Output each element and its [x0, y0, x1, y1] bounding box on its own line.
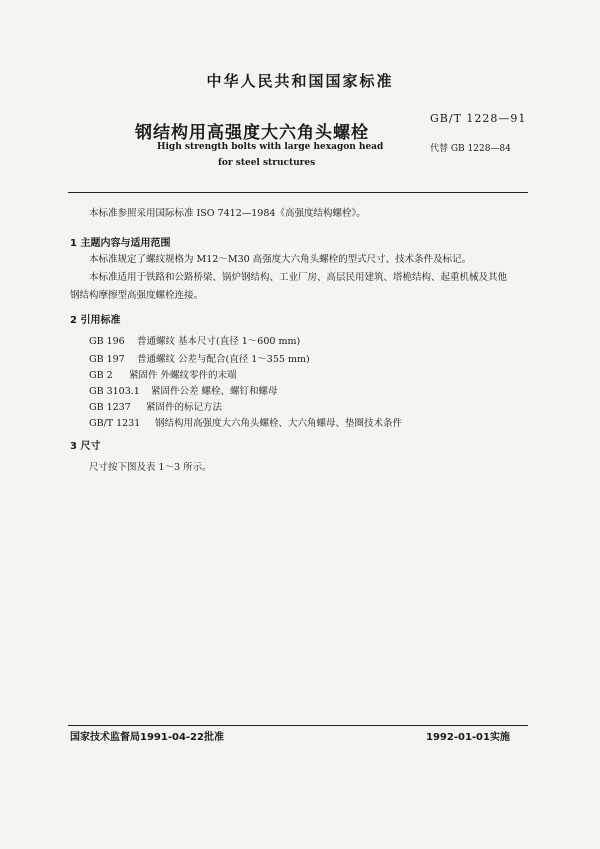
standard-title-en-line1: High strength bolts with large hexagon head	[157, 142, 384, 152]
section-1-para-2-line-2: 钢结构摩擦型高强度螺栓连接。	[70, 290, 204, 301]
section-1-para-2-line-1: 本标准适用于铁路和公路桥梁、锅炉钢结构、工业厂房、高层民用建筑、塔桅结构、起重机械及其他	[89, 272, 508, 283]
reference-code: GB 196	[89, 336, 125, 347]
section-3-heading: 3 尺寸	[70, 441, 101, 452]
reference-title: 普通螺纹 公差与配合(直径 1～355 mm)	[137, 354, 310, 365]
reference-title: 普通螺纹 基本尺寸(直径 1～600 mm)	[137, 336, 301, 347]
section-1-para-1: 本标准规定了螺纹规格为 M12～M30 高强度大六角头螺栓的型式尺寸、技术条件及标记。	[89, 254, 472, 265]
replaces-standard: 代替 GB 1228—84	[430, 144, 511, 154]
reference-code: GB 1237	[89, 402, 131, 413]
section-2-heading: 2 引用标准	[70, 315, 121, 326]
standard-title-zh: 钢结构用高强度大六角头螺栓	[135, 123, 369, 143]
reference-code: GB/T 1231	[89, 418, 141, 429]
reference-code: GB 2	[89, 370, 113, 381]
reference-title: 紧固件 外螺纹零件的末端	[129, 370, 237, 381]
reference-item	[89, 415, 402, 429]
reference-title: 紧固件的标记方法	[146, 402, 223, 413]
implementation-date: 1992-01-01实施	[426, 732, 510, 743]
standard-number: GB/T 1228—91	[430, 112, 527, 125]
reference-title: 钢结构用高强度大六角头螺栓、大六角螺母、垫圈技术条件	[155, 418, 403, 429]
standard-title-en-line2: for steel structures	[218, 158, 316, 168]
header-divider	[68, 192, 528, 193]
reference-item	[89, 399, 222, 413]
intro-paragraph: 本标准参照采用国际标准 ISO 7412—1984《高强度结构螺栓》。	[89, 208, 366, 219]
section-1-heading: 1 主题内容与适用范围	[70, 238, 171, 249]
reference-item	[89, 383, 278, 397]
footer-divider	[68, 725, 528, 726]
section-3-para: 尺寸按下图及表 1～3 所示。	[89, 462, 212, 473]
reference-item	[89, 351, 310, 365]
reference-item	[89, 367, 237, 381]
reference-title: 紧固件公差 螺栓、螺钉和螺母	[151, 386, 278, 397]
national-standard-heading: 中华人民共和国国家标准	[206, 72, 394, 90]
reference-code: GB 3103.1	[89, 386, 140, 397]
reference-item	[89, 333, 300, 347]
approval-date: 国家技术监督局1991-04-22批准	[70, 732, 224, 743]
reference-code: GB 197	[89, 354, 125, 365]
